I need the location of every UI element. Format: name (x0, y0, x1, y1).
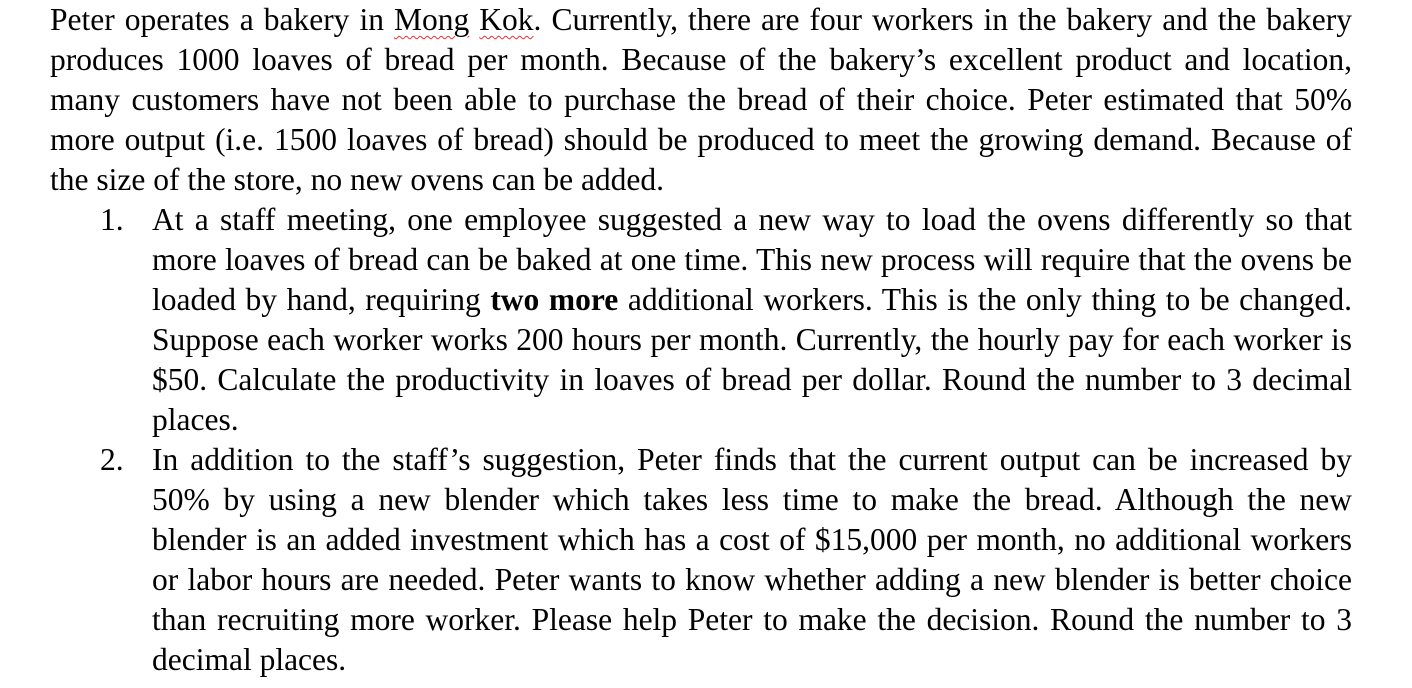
intro-paragraph (50, 0, 1352, 200)
document-body (50, 0, 1352, 680)
question-1-text-start: At a staff meeting, one employee suggested a new way to load the ovens differently so that more loaves of bread can be baked at one time. This new process will require that the ovens be loaded by hand, requiring (152, 202, 1352, 317)
intro-text-rest: . Currently, there are four workers in the bakery and the bakery produces 1000 loaves of bread per month. Because of the bakery’s excellent product and location, many customers have not been able to purchase the bread of their choice. Peter estimated that 50% more output (i.e. 1500 loaves of bread) should be produced to meet the growing demand. Because of the size of the store, no new ovens can be added. (50, 2, 1352, 197)
question-1-bold-text: two more (490, 282, 619, 317)
question-item-1 (50, 200, 1352, 440)
place-name-word-2: Kok (479, 2, 534, 37)
question-list (50, 200, 1352, 680)
intro-text-start: Peter operates a bakery in (50, 2, 394, 37)
place-name-space (469, 2, 479, 37)
question-item-2 (50, 440, 1352, 680)
place-name-word-1: Mong (394, 2, 470, 37)
question-1-text-end: additional workers. This is the only thing to be changed. Suppose each worker works 200 hours per month. Currently, the hourly pay for each worker is $50. Calculate the productivity in loaves of bread per dollar. Round the number to 3 decimal places. (152, 282, 1352, 437)
question-2-text: In addition to the staff’s suggestion, Peter finds that the current output can be increased by 50% by using a new blender which takes less time to make the bread. Although the new blender is an added investment which has a cost of $15,000 per month, no additional workers or labor hours are needed. Peter wants to know whether adding a new blender is better choice than recruiting more worker. Please help Peter to make the decision. Round the number to 3 decimal places. (152, 442, 1352, 677)
question-number: 1. (100, 202, 124, 237)
question-number: 2. (100, 442, 124, 477)
